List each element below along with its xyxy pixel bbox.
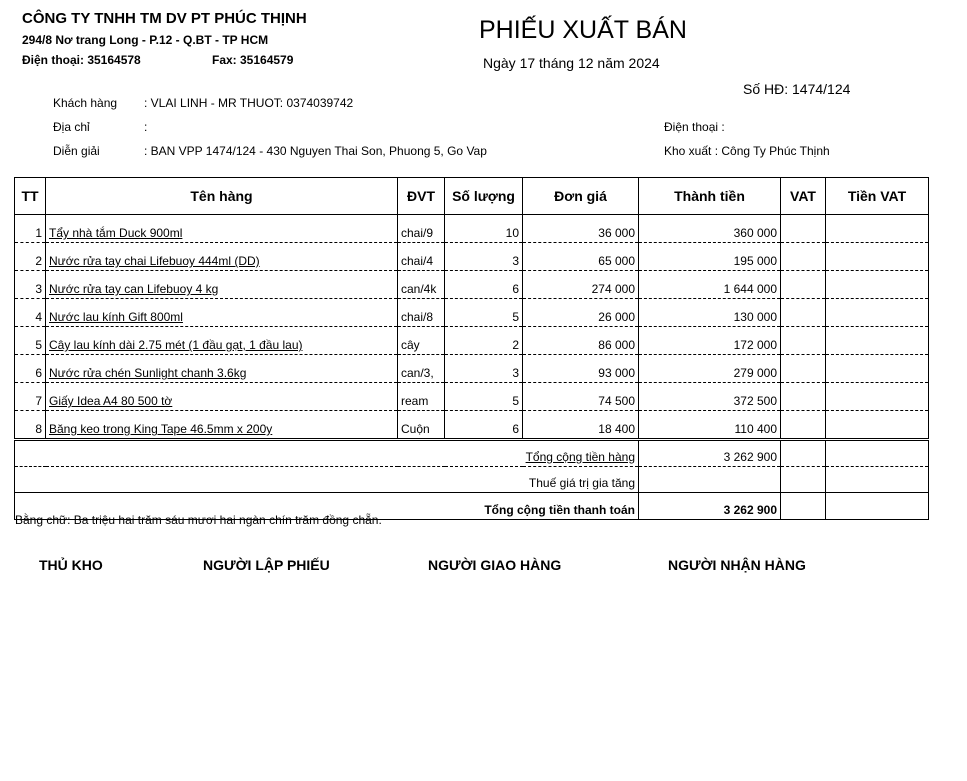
document-title: PHIẾU XUẤT BÁN [479, 16, 687, 44]
signature-warehouse-keeper: THỦ KHO [39, 557, 103, 573]
invoice-number: Số HĐ: 1474/124 [743, 81, 851, 97]
col-tt: TT [15, 178, 46, 215]
col-vat-amount: Tiền VAT [826, 178, 929, 215]
col-amount: Thành tiền [639, 178, 781, 215]
subtotal-value: 3 262 900 [639, 440, 781, 467]
vat-label: Thuế giá trị gia tăng [15, 467, 639, 493]
col-name: Tên hàng [46, 178, 398, 215]
table-row: 8 Băng keo trong King Tape 46.5mm x 200y Cuộn 6 18 400 110 400 [15, 411, 929, 440]
table-row: 5 Cây lau kính dài 2.75 mét (1 đầu gạt, 1 đầu lau) cây 2 86 000 172 000 [15, 327, 929, 355]
customer-label: Khách hàng [53, 96, 118, 110]
total-label: Tổng cộng tiền thanh toán [15, 493, 639, 520]
signature-issuer: NGƯỜI LẬP PHIẾU [203, 557, 330, 573]
subtotal-label: Tổng cộng tiền hàng [15, 440, 639, 467]
signature-receiver: NGƯỜI NHẬN HÀNG [668, 557, 806, 573]
description-label: Diễn giải [53, 144, 100, 158]
total-value: 3 262 900 [639, 493, 781, 520]
address-value: : [144, 120, 148, 134]
subtotal-row [15, 440, 929, 467]
signature-deliverer: NGƯỜI GIAO HÀNG [428, 557, 562, 573]
items-table [14, 177, 929, 520]
company-address: 294/8 Nơ trang Long - P.12 - Q.BT - TP HCM [22, 33, 269, 47]
amount-in-words: Bằng chữ: Ba triệu hai trăm sáu mươi hai ngàn chín trăm đồng chẵn. [15, 513, 382, 527]
vat-value [639, 467, 781, 493]
company-name: CÔNG TY TNHH TM DV PT PHÚC THỊNH [22, 10, 307, 27]
col-price: Đơn giá [523, 178, 639, 215]
description-value: : BAN VPP 1474/124 - 430 Nguyen Thai Son, Phuong 5, Go Vap [144, 144, 487, 158]
vat-row [15, 467, 929, 493]
table-row: 3 Nước rửa tay can Lifebuoy 4 kg can/4k 6 274 000 1 644 000 [15, 271, 929, 299]
table-row: 1 Tẩy nhà tắm Duck 900ml chai/9 10 36 000 360 000 [15, 215, 929, 243]
table-row: 4 Nước lau kính Gift 800ml chai/8 5 26 000 130 000 [15, 299, 929, 327]
company-phone: Điện thoại: 35164578 [22, 53, 141, 67]
customer-value: : VLAI LINH - MR THUOT: 0374039742 [144, 96, 354, 110]
document-date: Ngày 17 tháng 12 năm 2024 [483, 55, 660, 71]
table-row: 7 Giấy Idea A4 80 500 tờ ream 5 74 500 372 500 [15, 383, 929, 411]
phone-label: Điện thoại : [664, 120, 725, 134]
col-qty: Số lượng [445, 178, 523, 215]
table-row: 2 Nước rửa tay chai Lifebuoy 444ml (DD) chai/4 3 65 000 195 000 [15, 243, 929, 271]
table-header [15, 178, 929, 215]
col-vat: VAT [781, 178, 826, 215]
company-fax: Fax: 35164579 [212, 53, 294, 67]
address-label: Địa chỉ [53, 120, 90, 134]
col-unit: ĐVT [398, 178, 445, 215]
table-row: 6 Nước rửa chén Sunlight chanh 3.6kg can/3, 3 93 000 279 000 [15, 355, 929, 383]
warehouse-label: Kho xuất : Công Ty Phúc Thịnh [664, 144, 830, 158]
